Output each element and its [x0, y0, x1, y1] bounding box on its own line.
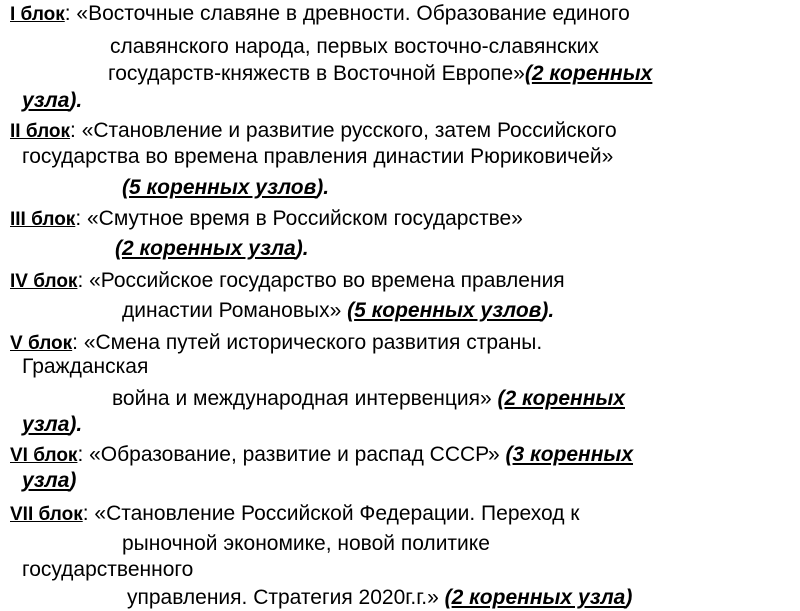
block-6-line — [22, 468, 76, 494]
block-label — [10, 121, 70, 142]
block-7-line — [10, 501, 579, 528]
block-2-line — [10, 118, 617, 145]
paren-open: ( — [347, 299, 355, 322]
block-4-line — [122, 298, 554, 324]
root-nodes-text: 2 коренных узла — [451, 586, 626, 609]
paren-close: ). — [69, 413, 83, 436]
root-nodes-text: 2 коренных — [504, 387, 625, 410]
root-nodes-count — [347, 299, 554, 322]
block-text: рыночной экономике, новой политике — [122, 532, 490, 555]
block-label-text: IV блок — [10, 271, 78, 292]
block-4-line — [10, 268, 565, 295]
block-2-line — [22, 144, 613, 170]
block-label-text: VII блок — [10, 504, 83, 525]
block-label-text: I блок — [10, 4, 65, 25]
block-label-text: V блок — [10, 333, 73, 354]
block-5-line — [22, 412, 82, 438]
block-text: : «Российское государство во времена правления — [77, 269, 565, 292]
block-1-line — [110, 34, 599, 60]
root-nodes-count — [115, 237, 309, 260]
root-nodes-text: 3 коренных — [512, 443, 634, 466]
block-label-text: II блок — [10, 121, 71, 142]
root-nodes-text: узла — [22, 413, 70, 436]
block-text: династии Романовых» — [122, 299, 348, 322]
block-1-line — [10, 1, 630, 28]
root-nodes-text: узла — [22, 89, 70, 112]
root-nodes-text: 5 коренных узлов — [129, 176, 317, 199]
block-label-text: VI блок — [10, 445, 78, 466]
paren-open: ( — [444, 586, 452, 609]
paren-open: ( — [115, 237, 122, 260]
paren-close: ) — [625, 586, 633, 609]
root-nodes-text: 5 коренных узлов — [354, 299, 542, 322]
block-text: : «Восточные славяне в древности. Образование единого — [64, 2, 630, 25]
block-text: государства во времена правления династии Рюриковичей» — [22, 145, 614, 168]
block-3-line — [10, 206, 523, 233]
block-label-text: III блок — [10, 209, 76, 230]
block-text: : «Смена путей исторического развития страны. — [72, 331, 543, 354]
block-7-line — [122, 531, 490, 557]
block-label — [10, 4, 65, 25]
block-label — [10, 504, 83, 525]
block-text: государственного — [22, 558, 194, 581]
paren-close: ). — [316, 176, 330, 199]
root-nodes-text: 2 коренных — [531, 62, 653, 85]
block-text: война и международная интервенция» — [112, 387, 498, 410]
paren-close: ). — [69, 89, 83, 112]
paren-close: ). — [541, 299, 555, 322]
paren-open: ( — [497, 387, 505, 410]
block-text: : «Смутное время в Российском государстве» — [75, 207, 523, 230]
block-text: : «Становление Российской Федерации. Переход к — [82, 502, 580, 525]
block-3-line — [115, 236, 309, 262]
root-nodes-count — [498, 387, 625, 410]
block-text: управления. Стратегия 2020г.г.» — [127, 586, 445, 609]
block-label — [10, 445, 77, 466]
block-label — [10, 209, 75, 230]
root-nodes-count — [445, 586, 633, 609]
block-text: Гражданская — [22, 355, 149, 378]
root-nodes-text: узла — [22, 469, 70, 492]
root-nodes-count — [506, 443, 633, 466]
block-text: : «Становление и развитие русского, затем Российского — [70, 119, 617, 142]
block-label — [10, 333, 72, 354]
block-5-line — [112, 386, 625, 412]
root-nodes-text: 2 коренных узла — [122, 237, 296, 260]
block-text: : «Образование, развитие и распад СССР» — [77, 443, 506, 466]
block-label — [10, 271, 77, 292]
paren-open: ( — [505, 443, 513, 466]
block-1-line — [108, 61, 652, 87]
block-5-line — [10, 330, 542, 357]
root-nodes-count — [122, 176, 329, 199]
root-nodes-count — [22, 469, 76, 492]
block-text: славянского народа, первых восточно-славянских — [110, 35, 599, 58]
paren-open: ( — [122, 176, 129, 199]
block-5-line — [22, 354, 148, 380]
paren-close: ) — [69, 469, 77, 492]
root-nodes-count — [525, 62, 652, 85]
block-7-line — [127, 585, 632, 611]
root-nodes-count — [22, 413, 82, 436]
block-2-line — [122, 175, 329, 201]
paren-open: ( — [524, 62, 532, 85]
block-1-line — [22, 88, 82, 114]
block-text: государств-княжеств в Восточной Европе» — [108, 62, 525, 85]
block-6-line — [10, 442, 633, 469]
root-nodes-count — [22, 89, 82, 112]
paren-close: ). — [295, 237, 309, 260]
block-7-line — [22, 557, 193, 583]
